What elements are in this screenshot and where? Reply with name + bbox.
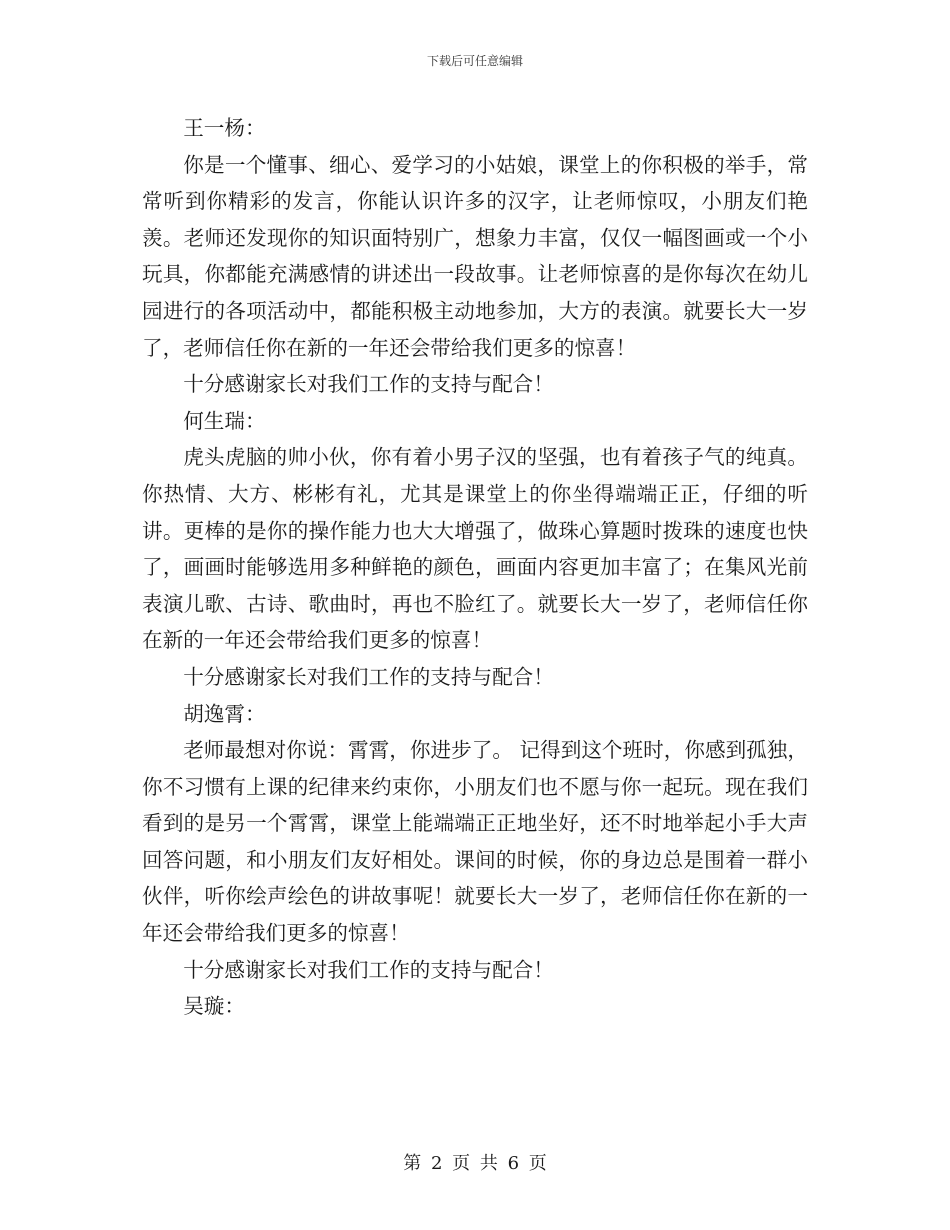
- page-number-footer: 第 2 页 共 6 页: [403, 1153, 547, 1174]
- comment-paragraph: 老师最想对你说：霄霄，你进步了。 记得到这个班时，你感到孤独，你不习惯有上课的纪律来约束你，小朋友们也不愿与你一起玩。现在我们看到的是另一个霄霄，课堂上能端端正正地坐好，还不时地举起小手大声回答问题，和小朋友们友好相处。课间的时候，你的身边总是围着一群小伙伴，听你绘声绘色的讲故事呢！就要长大一岁了，老师信任你在新的一年还会带给我们更多的惊喜！: [142, 738, 808, 946]
- page-header: 下载后可任意编辑: [426, 54, 523, 68]
- thanks-paragraph: 十分感谢家长对我们工作的支持与配合！: [183, 372, 554, 397]
- student-name-heading: 何生瑞：: [183, 408, 266, 433]
- thanks-paragraph: 十分感谢家长对我们工作的支持与配合！: [183, 957, 554, 982]
- comment-paragraph: 虎头虎脑的帅小伙，你有着小男子汉的坚强，也有着孩子气的纯真。你热情、大方、彬彬有礼，尤其是课堂上的你坐得端端正正，仔细的听讲。更棒的是你的操作能力也大大增强了，做珠心算题时拨珠的速度也快了，画画时能够选用多种鲜艳的颜色，画面内容更加丰富了；在集风光前表演儿歌、古诗、歌曲时，再也不脸红了。就要长大一岁了，老师信任你在新的一年还会带给我们更多的惊喜！: [142, 445, 808, 653]
- student-name-heading: 胡逸霄：: [183, 701, 266, 726]
- student-name-heading: 王一杨：: [183, 116, 266, 140]
- comment-paragraph: 你是一个懂事、细心、爱学习的小姑娘，课堂上的你积极的举手，常常听到你精彩的发言，你能认识许多的汉字，让老师惊叹，小朋友们艳羡。老师还发现你的知识面特别广，想象力丰富，仅仅一幅图画或一个小玩具，你都能充满感情的讲述出一段故事。让老师惊喜的是你每次在幼儿园进行的各项活动中，都能积极主动地参加，大方的表演。就要长大一岁了，老师信任你在新的一年还会带给我们更多的惊喜！: [142, 152, 808, 360]
- thanks-paragraph: 十分感谢家长对我们工作的支持与配合！: [183, 664, 554, 689]
- document-body: [142, 110, 808, 1025]
- student-name-heading: 吴璇：: [183, 994, 245, 1019]
